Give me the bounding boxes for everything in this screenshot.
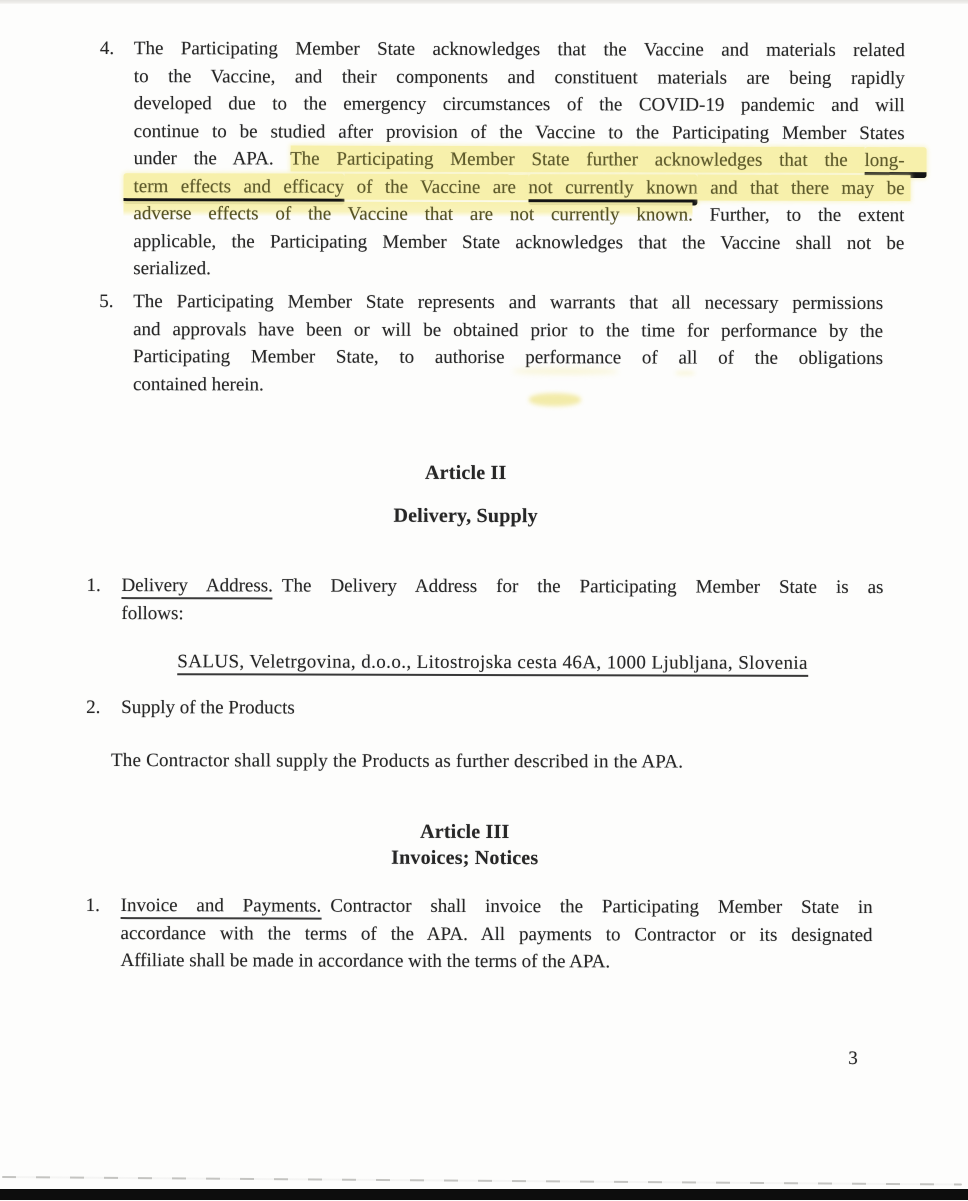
text-line: Participating Member State, to authorise performance of all of the obligations <box>133 346 884 370</box>
scan-edge-bottom <box>0 1189 968 1200</box>
text-line <box>121 572 883 601</box>
highlighted-text: The Participating Member State further acknowledges that the <box>290 145 864 173</box>
clause-4 <box>99 35 905 285</box>
marker-underlined-text: term effects and efficacy <box>123 173 344 205</box>
underlined-label: Invoice and Payments. <box>121 895 322 920</box>
article-2-subtitle: Delivery, Supply <box>393 504 538 528</box>
marker-underlined-text: long- <box>864 147 926 178</box>
supply-item-text <box>121 694 295 722</box>
page-number: 3 <box>848 1047 858 1069</box>
article-2-title: Article II <box>425 461 507 485</box>
underlined-label: Delivery Address. <box>121 575 273 599</box>
plain-text: Further, to the extent <box>692 204 905 227</box>
marker-underlined-text: not currently known <box>528 174 698 205</box>
highlighted-text: and that there may be <box>698 174 911 201</box>
text-line: follows: <box>121 602 184 624</box>
highlighter-smudge <box>675 371 695 376</box>
clause-5 <box>99 288 883 400</box>
delivery-item-text <box>121 572 883 629</box>
text-line <box>133 200 904 230</box>
text-line: and approvals have been or will be obtained prior to the time for performance by the <box>133 318 884 342</box>
clause-4-text <box>133 35 905 285</box>
highlighter-smudge <box>529 393 581 406</box>
text-line: serialized. <box>133 258 211 280</box>
contractor-paragraph: The Contractor shall supply the Products as further described in the APA. <box>110 750 684 773</box>
text-line: to the Vaccine, and their components and constituent materials are being rapidly <box>133 65 905 89</box>
text-line: The Participating Member State represents and warrants that all necessary permissions <box>133 291 884 315</box>
text-line <box>133 173 904 203</box>
text-line: accordance with the terms of the APA. All payments to Contractor or its designated <box>120 922 873 946</box>
text-line: continue to be studied after provision of the Vaccine to the Participating Member States <box>133 120 905 144</box>
delivery-item-number: 1. <box>86 574 101 596</box>
text-line: developed due to the emergency circumstances of the COVID-19 pandemic and will <box>133 93 905 117</box>
article-3-title: Article III <box>420 820 510 844</box>
text-line: Supply of the Products <box>121 697 295 719</box>
supply-item-number: 2. <box>86 696 101 718</box>
supply-item <box>86 694 295 722</box>
invoice-item-number: 1. <box>85 894 100 916</box>
delivery-address-item <box>86 572 883 629</box>
article-3-subtitle: Invoices; Notices <box>391 846 539 870</box>
text-line <box>134 145 905 175</box>
highlighted-text-fading: adverse effects of the Vaccine that are not currently known. <box>123 201 692 225</box>
plain-text: Contractor shall invoice the Participating Member State in <box>330 895 873 919</box>
invoice-item-text <box>120 892 872 976</box>
text-line: The Participating Member State acknowledges that the Vaccine and materials related <box>133 38 905 62</box>
text-line: contained herein. <box>132 373 264 395</box>
highlighter-smudge <box>513 368 618 374</box>
clause-5-number: 5. <box>99 290 114 313</box>
text-line: Affiliate shall be made in accordance with the terms of the APA. <box>120 950 611 973</box>
underlined-address: SALUS, Veletrgovina, d.o.o., Litostrojska cesta 46A, 1000 Ljubljana, Slovenia <box>177 651 808 677</box>
plain-text: under the APA. <box>133 148 291 170</box>
text-line <box>121 892 873 921</box>
plain-text: The Delivery Address for the Participating Member State is as <box>281 575 884 599</box>
clause-5-text <box>133 288 883 400</box>
delivery-address-line <box>177 648 808 677</box>
highlighted-text: of the Vaccine are <box>344 173 528 199</box>
clause-4-number: 4. <box>99 37 115 60</box>
text-line: applicable, the Participating Member State acknowledges that the Vaccine shall not be <box>133 230 905 254</box>
invoice-item <box>85 892 872 977</box>
